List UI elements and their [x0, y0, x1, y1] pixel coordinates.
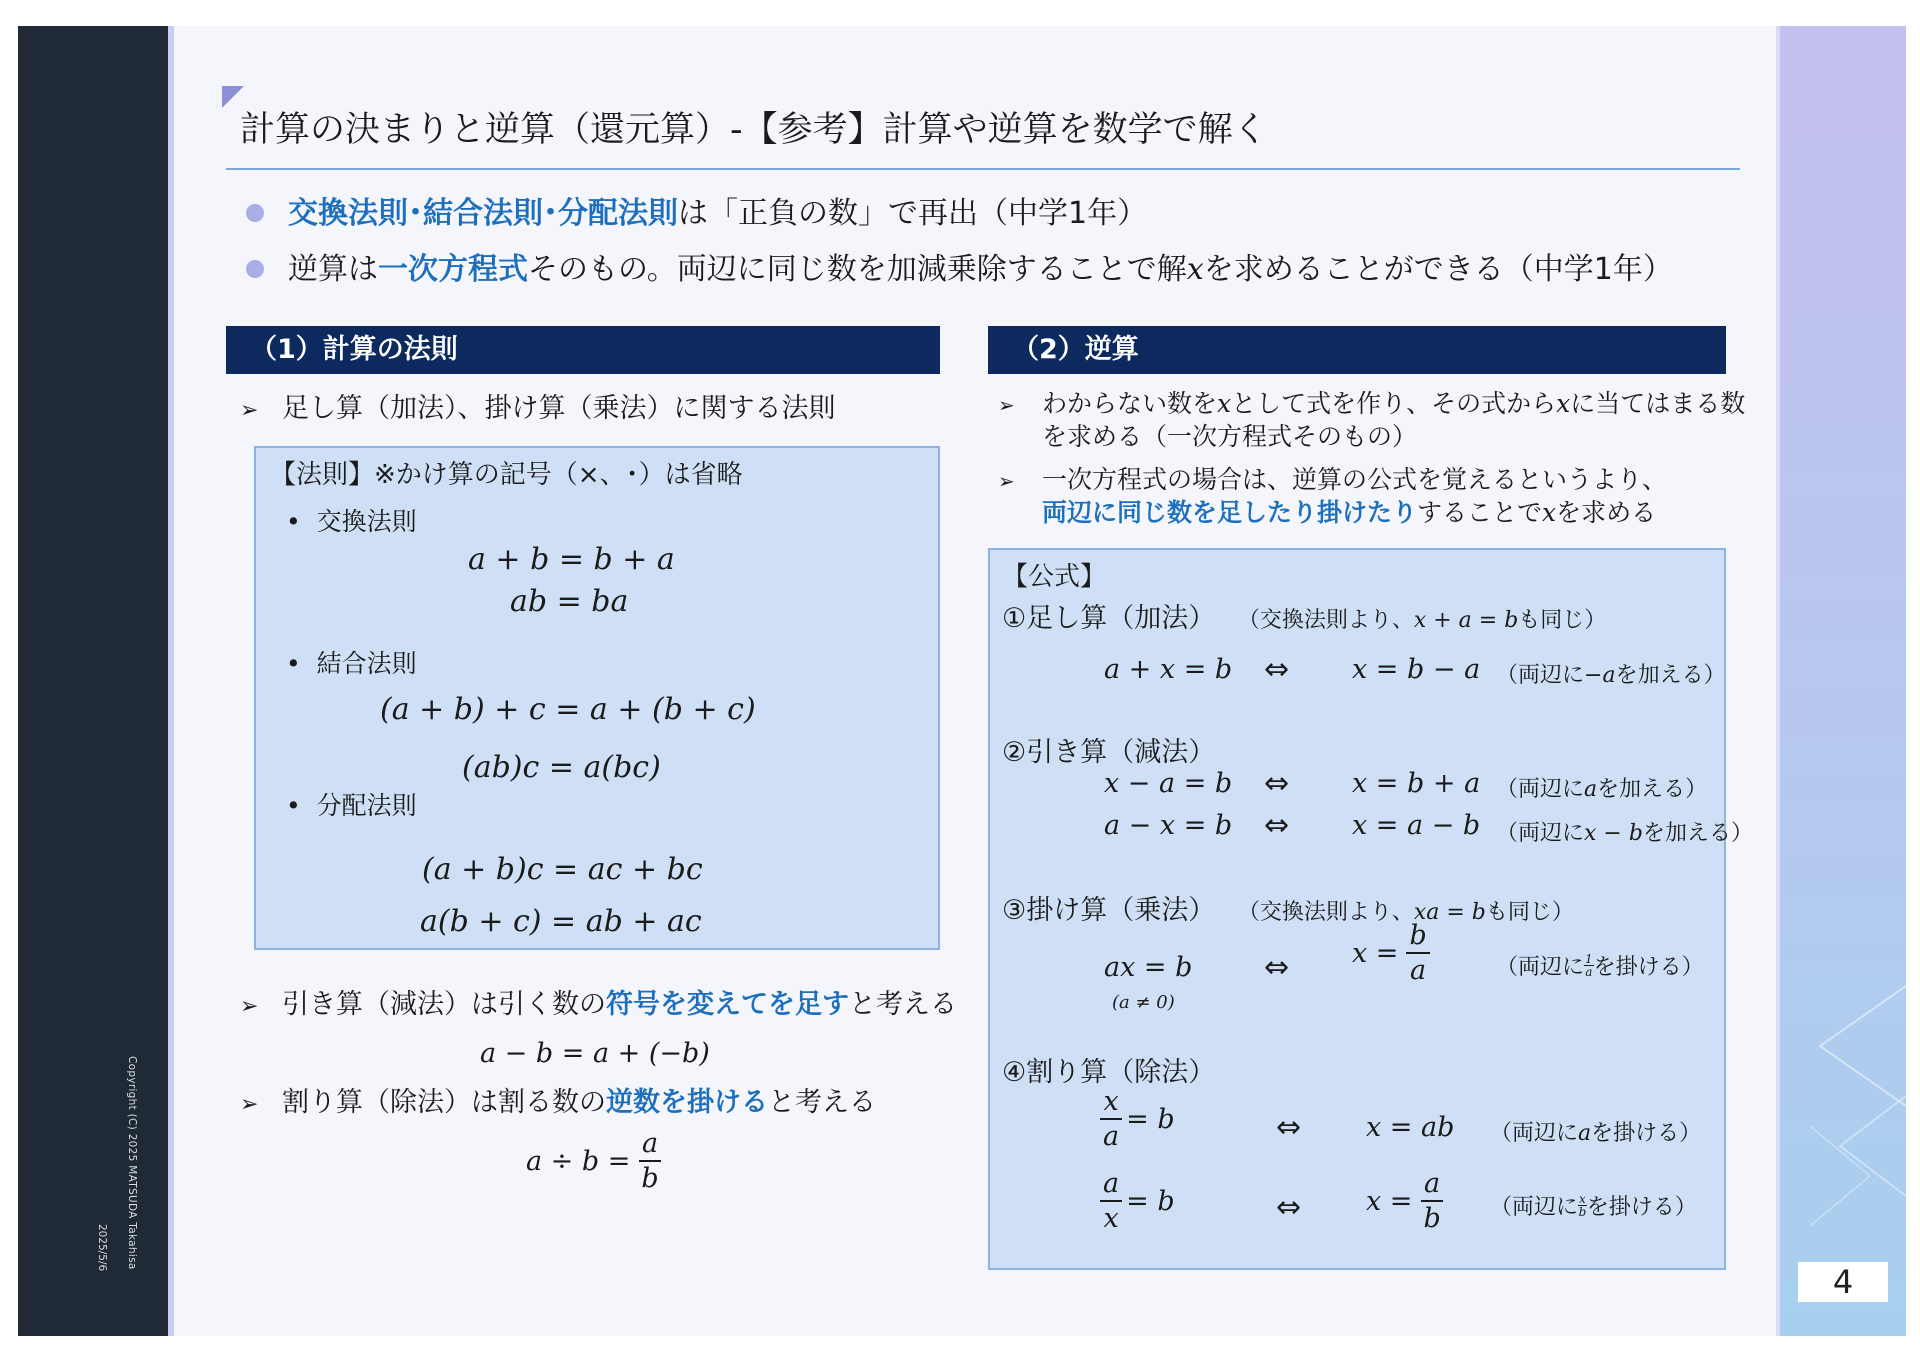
formulas-box	[988, 548, 1753, 1270]
left-accent-stripe	[168, 26, 174, 1336]
slide	[18, 26, 1906, 1336]
division-label: ④割り算（除法）	[1002, 1057, 1216, 1088]
multiplication-comment: （両辺に $\frac{1}{a}$ を掛ける）	[1496, 952, 1704, 980]
page-number: 4	[1798, 1262, 1888, 1302]
division-rule: ➢ 割り算（除法）は割る数の逆数を掛けると考える	[240, 1086, 876, 1122]
iff-icon: ⇔	[1276, 1190, 1302, 1225]
arrow-bullet-icon: ➢	[998, 393, 1015, 417]
addition-label: ①足し算（加法） （交換法則より、x + a = bも同じ）	[1002, 603, 1607, 634]
division-comment-1: （両辺にaを掛ける）	[1490, 1121, 1702, 1146]
distributive-eq-2: a(b + c) = ab + ac	[420, 904, 702, 939]
summary-bullet-2	[246, 248, 1673, 304]
associative-label: • 結合法則	[286, 649, 417, 678]
section-header-laws: （1）計算の法則	[226, 326, 940, 374]
iff-icon: ⇔	[1276, 1110, 1302, 1145]
distributive-eq-1: (a + b)c = ac + bc	[422, 852, 703, 887]
arrow-bullet-icon: ➢	[240, 1092, 259, 1117]
subtraction-rhs-2: x = a − b	[1352, 810, 1481, 841]
associative-eq-add: (a + b) + c = a + (b + c)	[380, 692, 756, 727]
summary-bullets	[246, 192, 1673, 304]
commutative-eq-add: a + b = b + a	[468, 542, 675, 577]
subtraction-eq: a − b = a + (−b)	[480, 1038, 710, 1069]
bullet-text: そのもの。両辺に同じ数を加減乗除することで解	[528, 252, 1187, 287]
multiplication-lhs: ax = b	[1104, 952, 1193, 983]
formulas-box-title: 【公式】	[1002, 562, 1107, 592]
laws-intro: ➢ 足し算（加法）、掛け算（乗法）に関する法則	[240, 392, 836, 428]
addition-comment: （両辺に−aを加える）	[1496, 663, 1726, 688]
multiplication-label: ③掛け算（乗法） （交換法則より、xa = bも同じ）	[1002, 895, 1574, 926]
title-underline	[226, 168, 1740, 170]
laws-box-title: 【法則】※かけ算の記号（×、･）は省略	[270, 460, 743, 490]
bullet-highlight: 一次方程式	[378, 252, 528, 287]
bullet-highlight: 交換法則･結合法則･分配法則	[288, 196, 678, 231]
division-rhs-1: x = ab	[1366, 1112, 1455, 1143]
bullet-text: は「正負の数」で再出（中学1年）	[678, 196, 1148, 231]
subtraction-rhs-1: x = b + a	[1352, 768, 1481, 799]
copyright-text: Copyright (C) 2025 MATSUDA Takahisa	[126, 1056, 138, 1270]
associative-eq-mul: (ab)c = a(bc)	[462, 750, 661, 785]
iff-icon: ⇔	[1264, 950, 1290, 985]
division-lhs-2: $\frac{a}{x}$ = b	[1100, 1170, 1175, 1232]
subtraction-lhs-1: x − a = b	[1104, 768, 1233, 799]
subtraction-comment-1: （両辺にaを加える）	[1496, 777, 1708, 802]
bullet-dot-icon	[246, 204, 264, 222]
chevron-decoration-icon	[1780, 976, 1906, 1236]
iff-icon: ⇔	[1264, 652, 1290, 687]
arrow-bullet-icon: ➢	[998, 469, 1015, 493]
section-header-inverse: （2）逆算	[988, 326, 1726, 374]
division-eq: a ÷ b = $\frac{a}{b}$	[526, 1130, 662, 1192]
division-rhs-2: x = $\frac{a}{b}$	[1366, 1170, 1444, 1232]
inverse-point-1: ➢ わからない数をxとして式を作り、その式からxに当てはまる数 を求める（一次方程式そのもの）	[998, 389, 1746, 451]
laws-box	[254, 446, 940, 950]
subtraction-lhs-2: a − x = b	[1104, 810, 1233, 841]
iff-icon: ⇔	[1264, 766, 1290, 801]
arrow-bullet-icon: ➢	[240, 398, 259, 423]
left-sidebar	[18, 26, 168, 1336]
bullet-variable: x	[1186, 252, 1204, 287]
subtraction-comment-2: （両辺にx − bを加える）	[1496, 821, 1753, 846]
distributive-label: • 分配法則	[286, 791, 417, 820]
inverse-point-2: ➢ 一次方程式の場合は、逆算の公式を覚えるというより、 両辺に同じ数を足したり掛けたりすることでxを求める	[998, 465, 1668, 527]
date-text: 2025/5/6	[96, 1224, 108, 1272]
arrow-bullet-icon: ➢	[240, 994, 259, 1019]
bullet-dot-icon	[246, 260, 264, 278]
right-sidebar	[1780, 26, 1906, 1336]
summary-bullet-1	[246, 192, 1673, 248]
commutative-eq-mul: ab = ba	[510, 584, 629, 619]
subtraction-label: ②引き算（減法）	[1002, 737, 1216, 768]
bullet-text: を求めることができる（中学1年）	[1203, 252, 1673, 287]
addition-lhs: a + x = b	[1104, 654, 1233, 685]
addition-rhs: x = b − a	[1352, 654, 1481, 685]
multiplication-rhs: x = $\frac{b}{a}$	[1352, 922, 1430, 984]
bullet-text: 逆算は	[288, 252, 378, 287]
division-lhs-1: $\frac{x}{a}$ = b	[1100, 1088, 1175, 1150]
commutative-label: • 交換法則	[286, 507, 417, 536]
subtraction-rule: ➢ 引き算（減法）は引く数の符号を変えてを足すと考える	[240, 988, 957, 1024]
page-title: 計算の決まりと逆算（還元算）-【参考】計算や逆算を数学で解く	[240, 110, 1268, 150]
division-comment-2: （両辺に $\frac{x}{b}$ を掛ける）	[1490, 1192, 1697, 1220]
multiplication-condition: (a ≠ 0)	[1112, 992, 1175, 1013]
iff-icon: ⇔	[1264, 808, 1290, 843]
